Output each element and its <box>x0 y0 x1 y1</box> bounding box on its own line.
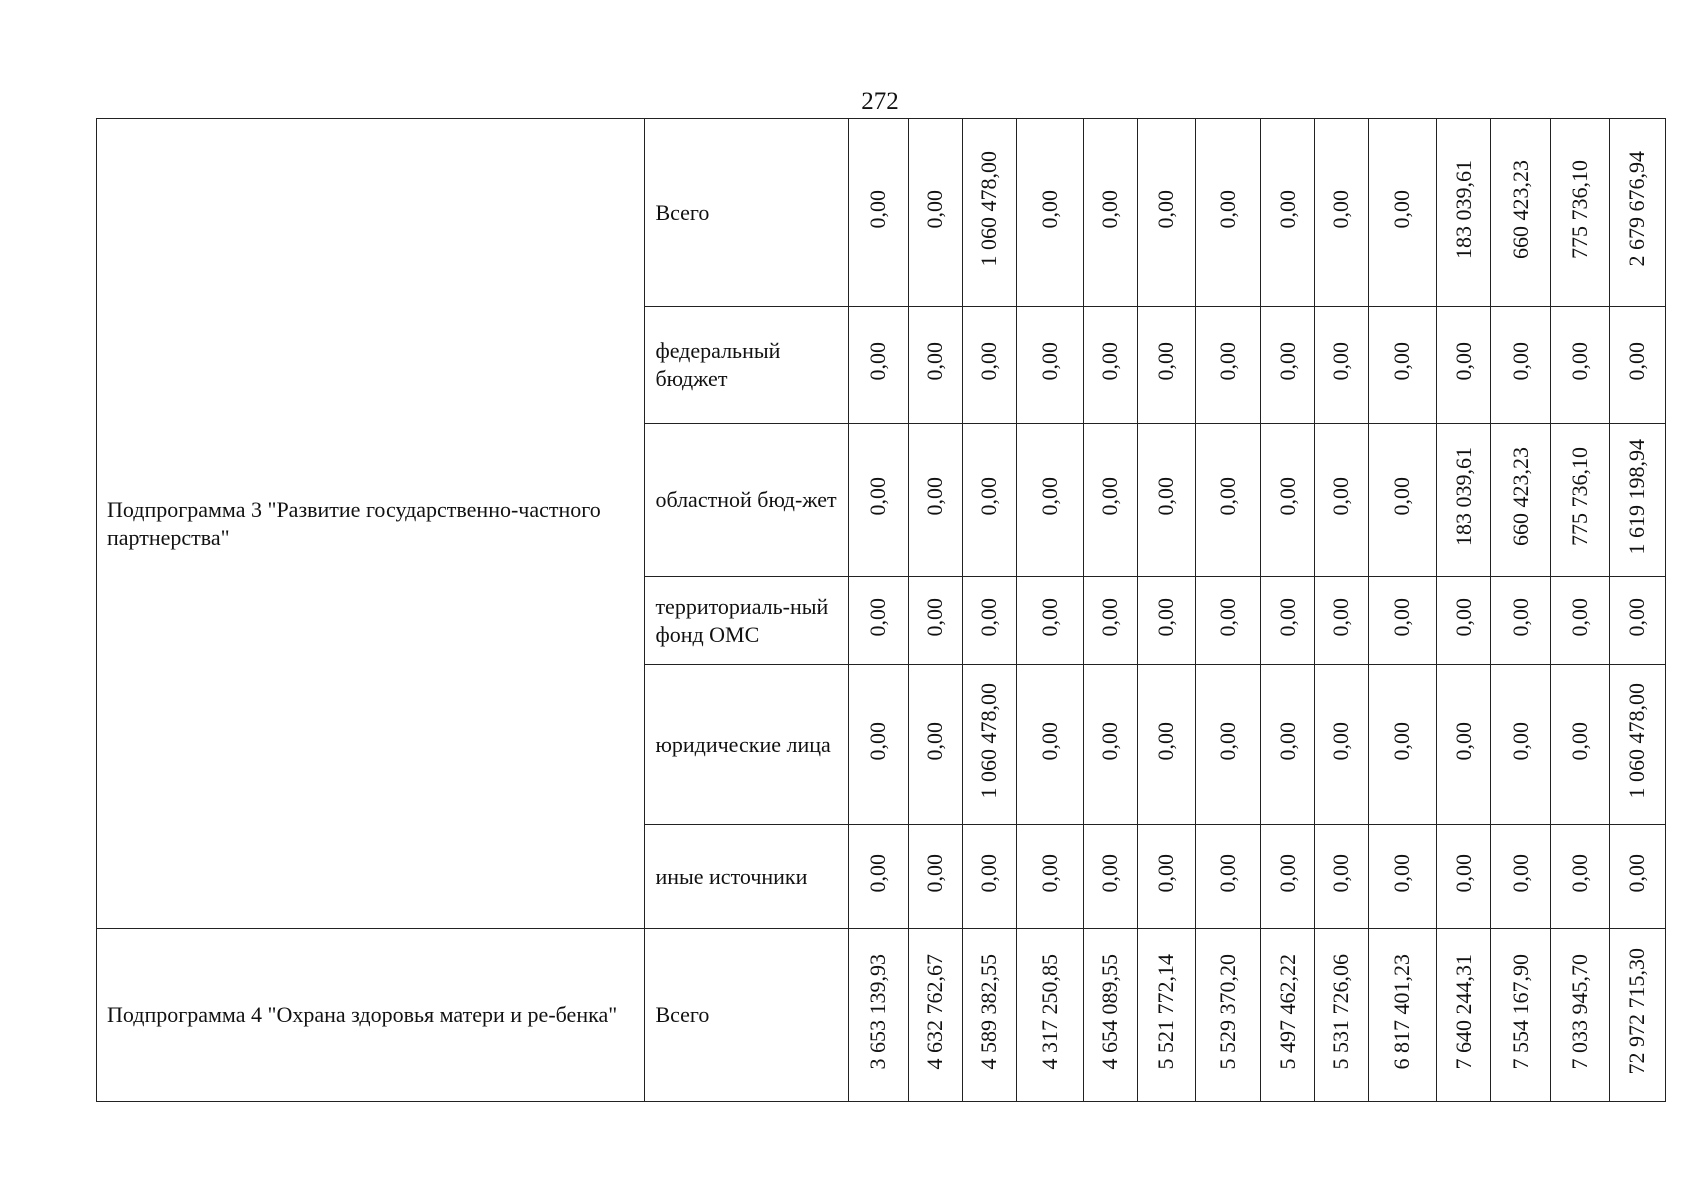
value-cell <box>1436 665 1490 825</box>
value-text: 7 640 244,31 <box>1450 953 1476 1070</box>
value-text: 0,00 <box>922 597 948 637</box>
value-text: 0,00 <box>922 342 948 381</box>
value-cell <box>1195 424 1260 577</box>
value-cell <box>1195 577 1260 665</box>
value-text: 0,00 <box>922 477 948 516</box>
funding-source-label: федеральный бюджет <box>645 307 849 424</box>
value-cell <box>1368 929 1436 1102</box>
value-text: 0,00 <box>1153 597 1179 637</box>
value-text: 0,00 <box>1507 853 1533 893</box>
value-text: 0,00 <box>1037 342 1063 381</box>
value-cell <box>908 577 962 665</box>
value-cell <box>1137 665 1195 825</box>
value-text: 0,00 <box>976 477 1002 516</box>
value-text: 0,00 <box>1097 189 1123 229</box>
value-cell <box>962 577 1016 665</box>
value-text: 4 654 089,55 <box>1097 953 1123 1070</box>
value-text: 0,00 <box>1153 477 1179 516</box>
value-cell <box>908 825 962 929</box>
value-text: 0,00 <box>1450 342 1476 381</box>
value-text: 183 039,61 <box>1450 447 1476 546</box>
value-cell <box>1491 424 1551 577</box>
value-text: 0,00 <box>1214 721 1240 761</box>
value-text: 0,00 <box>1097 477 1123 516</box>
value-text: 1 060 478,00 <box>976 151 1002 267</box>
value-text: 775 736,10 <box>1567 447 1593 546</box>
value-cell <box>1137 929 1195 1102</box>
value-text: 0,00 <box>1507 597 1533 637</box>
value-text: 0,00 <box>1567 597 1593 637</box>
value-cell <box>849 929 908 1102</box>
value-cell <box>1137 424 1195 577</box>
budget-table <box>96 118 1666 1102</box>
value-text: 0,00 <box>1214 597 1240 637</box>
value-text: 0,00 <box>1328 477 1354 516</box>
value-cell <box>1315 825 1368 929</box>
value-text: 0,00 <box>1274 721 1300 761</box>
value-cell <box>849 307 908 424</box>
value-cell <box>1261 307 1315 424</box>
value-cell <box>1017 825 1084 929</box>
value-cell <box>1551 665 1609 825</box>
value-cell <box>1368 665 1436 825</box>
value-text: 0,00 <box>865 477 891 516</box>
value-cell <box>1436 825 1490 929</box>
value-cell <box>1195 665 1260 825</box>
value-text: 0,00 <box>1507 342 1533 381</box>
funding-source-label: иные источники <box>645 825 849 929</box>
value-text: 0,00 <box>865 721 891 761</box>
value-cell <box>1436 307 1490 424</box>
value-cell <box>1491 119 1551 307</box>
value-cell <box>1551 825 1609 929</box>
value-text: 0,00 <box>1037 597 1063 637</box>
value-text: 0,00 <box>1328 342 1354 381</box>
value-text: 0,00 <box>1567 853 1593 893</box>
value-cell <box>1084 119 1137 307</box>
value-cell <box>1609 424 1665 577</box>
value-cell <box>849 424 908 577</box>
value-text: 0,00 <box>1624 342 1650 381</box>
value-cell <box>849 119 908 307</box>
value-text: 0,00 <box>865 189 891 229</box>
value-text: 775 736,10 <box>1567 159 1593 259</box>
value-cell <box>1315 665 1368 825</box>
value-text: 1 060 478,00 <box>976 683 1002 799</box>
value-cell <box>962 665 1016 825</box>
value-text: 0,00 <box>1389 721 1415 761</box>
value-cell <box>1609 307 1665 424</box>
value-cell <box>1551 307 1609 424</box>
value-text: 0,00 <box>865 342 891 381</box>
value-cell <box>962 825 1016 929</box>
value-cell <box>1315 424 1368 577</box>
value-text: 0,00 <box>1624 853 1650 893</box>
value-text: 0,00 <box>1097 597 1123 637</box>
value-text: 0,00 <box>1567 342 1593 381</box>
value-text: 0,00 <box>1274 477 1300 516</box>
value-text: 0,00 <box>865 853 891 893</box>
value-cell <box>849 665 908 825</box>
value-text: 6 817 401,23 <box>1389 953 1415 1070</box>
value-cell <box>1017 307 1084 424</box>
value-text: 0,00 <box>1214 853 1240 893</box>
value-cell <box>1137 307 1195 424</box>
value-text: 0,00 <box>1214 342 1240 381</box>
subprogram-title: Подпрограмма 4 "Охрана здоровья матери и ре-бенка" <box>97 929 645 1102</box>
value-cell <box>1609 665 1665 825</box>
table-row <box>97 119 1666 307</box>
value-cell <box>849 577 908 665</box>
value-text: 7 033 945,70 <box>1567 953 1593 1070</box>
value-text: 0,00 <box>1274 597 1300 637</box>
value-cell <box>962 929 1016 1102</box>
value-cell <box>849 825 908 929</box>
value-cell <box>908 424 962 577</box>
value-cell <box>1084 929 1137 1102</box>
subprogram-title: Подпрограмма 3 "Развитие государственно-частного партнерства" <box>97 119 645 929</box>
value-text: 4 589 382,55 <box>976 953 1002 1070</box>
table-body <box>97 119 1666 1102</box>
value-text: 0,00 <box>1389 477 1415 516</box>
value-cell <box>1261 825 1315 929</box>
value-text: 0,00 <box>1450 597 1476 637</box>
value-cell <box>962 424 1016 577</box>
value-text: 0,00 <box>1450 721 1476 761</box>
value-text: 1 060 478,00 <box>1624 683 1650 799</box>
value-text: 2 679 676,94 <box>1624 151 1650 267</box>
value-text: 0,00 <box>1153 853 1179 893</box>
value-text: 0,00 <box>1037 721 1063 761</box>
value-text: 5 521 772,14 <box>1153 953 1179 1070</box>
value-cell <box>1084 825 1137 929</box>
value-cell <box>1436 577 1490 665</box>
value-cell <box>1137 577 1195 665</box>
value-cell <box>1017 424 1084 577</box>
value-cell <box>1491 929 1551 1102</box>
value-cell <box>1084 307 1137 424</box>
value-text: 1 619 198,94 <box>1624 438 1650 555</box>
value-cell <box>962 307 1016 424</box>
value-cell <box>1368 825 1436 929</box>
value-text: 5 497 462,22 <box>1274 953 1300 1070</box>
value-text: 0,00 <box>922 721 948 761</box>
value-cell <box>1609 577 1665 665</box>
value-text: 5 529 370,20 <box>1214 953 1240 1070</box>
funding-source-label: Всего <box>645 119 849 307</box>
value-text: 0,00 <box>922 189 948 229</box>
value-cell <box>1609 929 1665 1102</box>
value-text: 0,00 <box>1567 721 1593 761</box>
value-text: 0,00 <box>1274 342 1300 381</box>
value-text: 0,00 <box>1328 189 1354 229</box>
value-cell <box>1017 665 1084 825</box>
value-text: 0,00 <box>1450 853 1476 893</box>
value-cell <box>1084 424 1137 577</box>
value-cell <box>1261 119 1315 307</box>
value-text: 7 554 167,90 <box>1507 953 1533 1070</box>
value-text: 0,00 <box>1037 189 1063 229</box>
value-cell <box>908 665 962 825</box>
value-cell <box>1551 119 1609 307</box>
value-cell <box>1315 929 1368 1102</box>
value-text: 660 423,23 <box>1507 447 1533 546</box>
value-cell <box>908 119 962 307</box>
value-text: 0,00 <box>1274 189 1300 229</box>
value-text: 0,00 <box>976 853 1002 893</box>
value-text: 0,00 <box>1153 721 1179 761</box>
value-cell <box>1436 424 1490 577</box>
value-text: 660 423,23 <box>1507 159 1533 259</box>
value-cell <box>1137 119 1195 307</box>
page-number: 272 <box>861 88 899 115</box>
value-text: 0,00 <box>922 853 948 893</box>
table-row <box>97 929 1666 1102</box>
value-cell <box>1017 577 1084 665</box>
value-cell <box>1195 307 1260 424</box>
value-cell <box>908 307 962 424</box>
funding-source-label: юридические лица <box>645 665 849 825</box>
value-text: 0,00 <box>1328 853 1354 893</box>
value-text: 0,00 <box>1274 853 1300 893</box>
value-text: 4 317 250,85 <box>1037 953 1063 1070</box>
value-cell <box>1436 119 1490 307</box>
value-cell <box>1491 307 1551 424</box>
value-cell <box>1017 929 1084 1102</box>
value-cell <box>1609 119 1665 307</box>
value-cell <box>1261 424 1315 577</box>
value-text: 0,00 <box>1153 189 1179 229</box>
value-text: 0,00 <box>1097 853 1123 893</box>
value-text: 3 653 139,93 <box>865 953 891 1070</box>
value-cell <box>1137 825 1195 929</box>
value-text: 5 531 726,06 <box>1328 953 1354 1070</box>
value-text: 0,00 <box>865 597 891 637</box>
value-cell <box>1368 577 1436 665</box>
funding-source-label: Всего <box>645 929 849 1102</box>
value-text: 0,00 <box>1214 189 1240 229</box>
value-text: 0,00 <box>1328 597 1354 637</box>
value-cell <box>1261 929 1315 1102</box>
value-text: 0,00 <box>1097 342 1123 381</box>
value-cell <box>1368 424 1436 577</box>
funding-source-label: областной бюд-жет <box>645 424 849 577</box>
value-text: 0,00 <box>1389 189 1415 229</box>
value-cell <box>1195 929 1260 1102</box>
value-cell <box>1195 119 1260 307</box>
value-cell <box>1315 307 1368 424</box>
value-text: 4 632 762,67 <box>922 953 948 1070</box>
value-cell <box>1315 119 1368 307</box>
value-text: 72 972 715,30 <box>1624 948 1650 1075</box>
value-text: 0,00 <box>1037 853 1063 893</box>
value-text: 0,00 <box>1153 342 1179 381</box>
value-cell <box>1261 665 1315 825</box>
value-cell <box>1017 119 1084 307</box>
value-cell <box>1551 424 1609 577</box>
value-cell <box>1491 825 1551 929</box>
value-text: 0,00 <box>1389 597 1415 637</box>
value-cell <box>1491 577 1551 665</box>
value-text: 183 039,61 <box>1450 159 1476 259</box>
value-text: 0,00 <box>976 597 1002 637</box>
funding-source-label: территориаль-ный фонд ОМС <box>645 577 849 665</box>
value-cell <box>1368 119 1436 307</box>
value-text: 0,00 <box>1328 721 1354 761</box>
value-text: 0,00 <box>1624 597 1650 637</box>
value-text: 0,00 <box>1037 477 1063 516</box>
value-cell <box>1084 665 1137 825</box>
value-cell <box>1551 577 1609 665</box>
value-cell <box>1491 665 1551 825</box>
value-cell <box>908 929 962 1102</box>
value-text: 0,00 <box>1389 342 1415 381</box>
value-text: 0,00 <box>1214 477 1240 516</box>
value-cell <box>1261 577 1315 665</box>
value-text: 0,00 <box>1507 721 1533 761</box>
value-text: 0,00 <box>1389 853 1415 893</box>
value-text: 0,00 <box>976 342 1002 381</box>
value-cell <box>1084 577 1137 665</box>
value-cell <box>1315 577 1368 665</box>
value-cell <box>1551 929 1609 1102</box>
value-cell <box>1609 825 1665 929</box>
value-cell <box>1195 825 1260 929</box>
value-cell <box>1368 307 1436 424</box>
value-text: 0,00 <box>1097 721 1123 761</box>
value-cell <box>1436 929 1490 1102</box>
value-cell <box>962 119 1016 307</box>
